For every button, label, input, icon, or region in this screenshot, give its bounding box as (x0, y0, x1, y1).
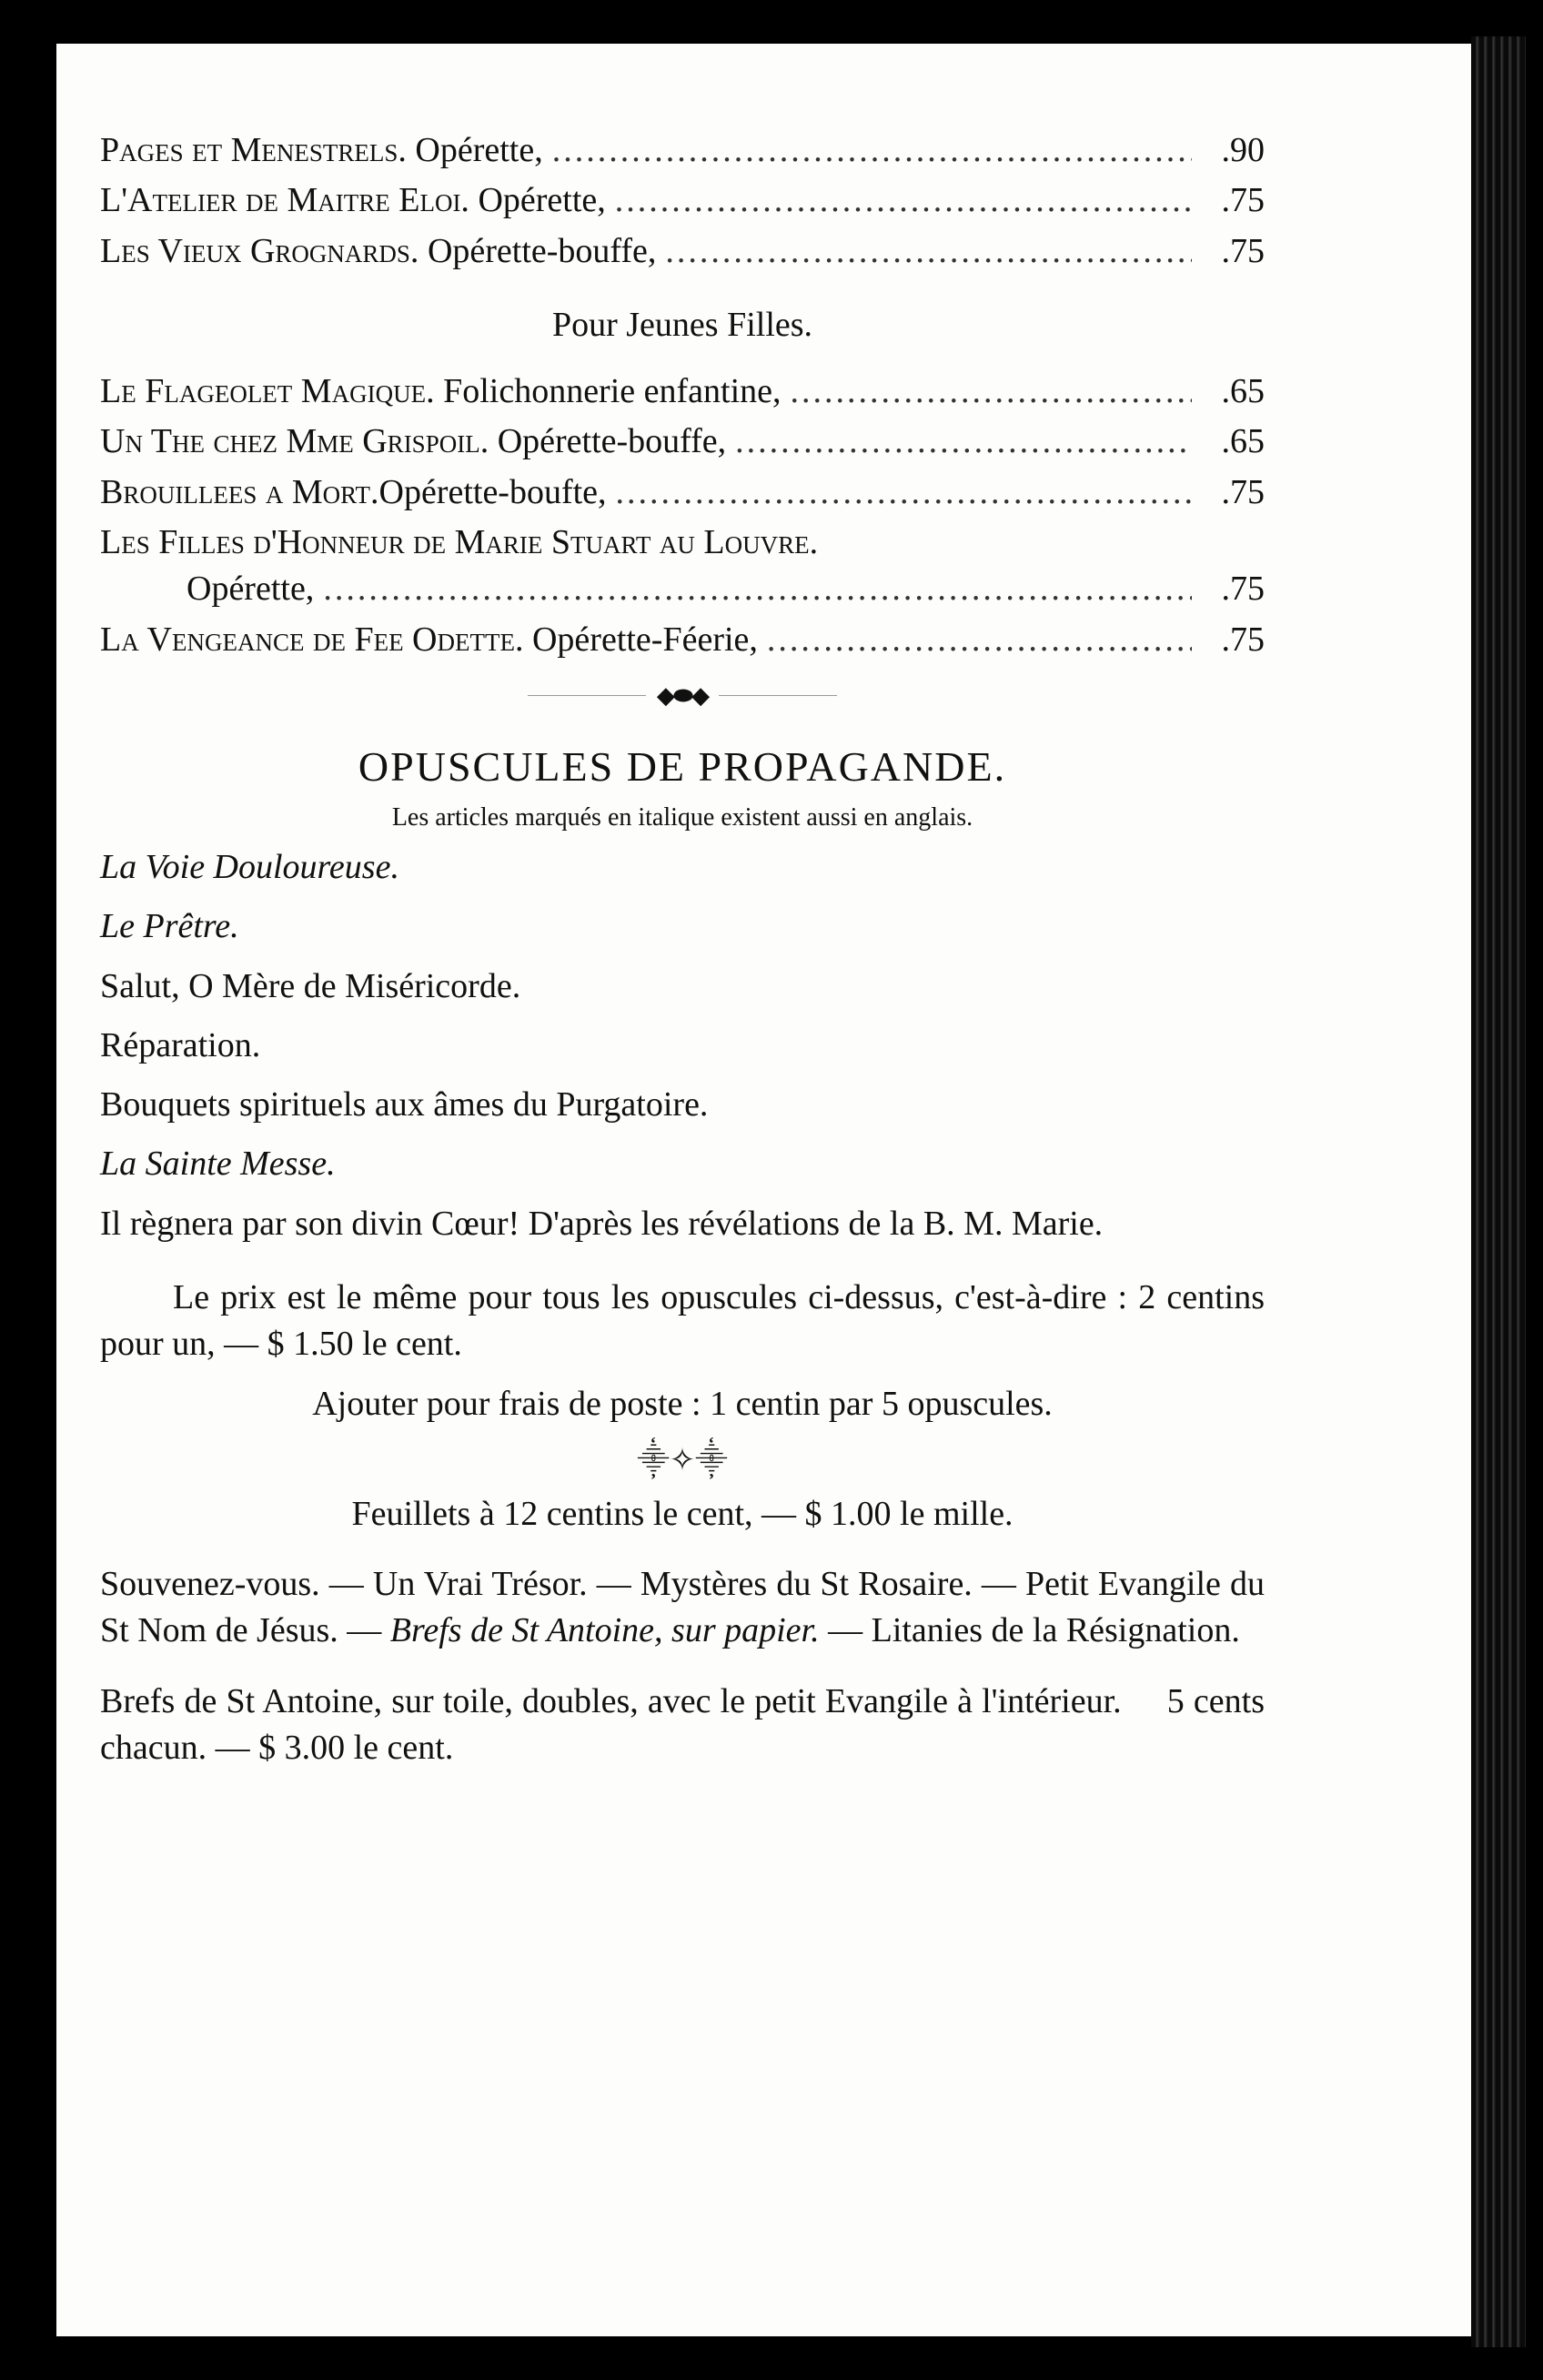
diamond-ornament-icon: ◆⬬◆ (656, 681, 709, 709)
operette-title-long: Les Filles d'Honneur de Marie Stuart au Louvre. (100, 523, 819, 562)
leader-dots (665, 228, 1192, 275)
leader-dots (552, 127, 1192, 174)
operette-title: Pages et Menestrels. (100, 131, 407, 169)
operette-genre: Opérette-boufte, (378, 472, 607, 511)
leader-dots (767, 617, 1192, 663)
operette-price: .75 (1221, 472, 1265, 511)
jeunes-filles-row-1 (100, 368, 1265, 415)
section-subheading: Pour Jeunes Filles. (551, 305, 813, 344)
operette-genre: Opérette, (187, 570, 315, 609)
jeunes-filles-row-3 (100, 469, 1265, 516)
leader-dots (616, 469, 1192, 516)
operette-title: La Vengeance de Fee Odette. (100, 620, 524, 659)
list-item: Le Prêtre. (100, 907, 239, 946)
operette-price: .75 (1221, 231, 1265, 270)
section-title: OPUSCULES DE PROPAGANDE. (358, 743, 1007, 791)
section-note: Les articles marqués en italique existent aussi en anglais. (391, 803, 973, 832)
feuillets-list-a: Souvenez-vous. — Un Vrai Trésor. — Mystères du St Rosaire. — Petit Evangile du St Nom de Jésus. — (100, 1565, 1265, 1650)
operette-price: .75 (1221, 181, 1265, 220)
feuillets-list-c: — Litanies de la Résignation. (828, 1611, 1240, 1650)
price-paragraph: Le prix est le même pour tous les opuscules ci-dessus, c'est-à-dire : 2 centins pour un, — $ 1.50 le cent. (100, 1278, 1265, 1364)
operette-genre: Opérette-Féerie, (531, 620, 758, 659)
operette-genre: Opérette-bouffe, (497, 422, 727, 461)
page-content (100, 127, 1265, 1771)
brefs-paragraph (100, 1679, 1265, 1772)
leader-dots (615, 177, 1192, 224)
leader-dots (791, 368, 1192, 415)
operette-price: .65 (1221, 422, 1265, 461)
operette-title: Le Flageolet Magique. (100, 372, 435, 411)
operette-title: Un The chez Mme Grispoil. (100, 422, 489, 461)
brefs-price: 5 cents chacun. — $ 3.00 le cent. (100, 1681, 1266, 1767)
operette-price: .90 (1221, 131, 1265, 169)
operette-genre: Opérette, (478, 181, 606, 220)
vengeance-row (100, 617, 1265, 663)
operette-genre: Opérette-bouffe, (427, 231, 657, 270)
operette-genre: Opérette, (415, 131, 543, 169)
list-item: Bouquets spirituels aux âmes du Purgatoire. (100, 1085, 709, 1124)
operette-row-1 (100, 127, 1265, 174)
book-edge (1471, 36, 1526, 2347)
operette-price: .75 (1221, 570, 1265, 609)
feuillets-heading: Feuillets à 12 centins le cent, — $ 1.00 le mille. (351, 1494, 1014, 1533)
jeunes-filles-row-2 (100, 419, 1265, 465)
list-item: La Sainte Messe. (100, 1145, 336, 1184)
operette-row-3 (100, 228, 1265, 275)
operette-genre: Folichonnerie enfantine, (443, 372, 782, 411)
flourish-ornament-icon: ⸎✧⸎ (637, 1443, 728, 1477)
feuillets-list-b: Brefs de St Antoine, sur papier. (389, 1611, 820, 1650)
postage-line: Ajouter pour frais de poste : 1 centin par 5 opuscules. (312, 1384, 1053, 1423)
filles-honneur-row (100, 566, 1265, 612)
list-item: Salut, O Mère de Miséricorde. (100, 966, 521, 1005)
list-item: Il règnera par son divin Cœur! D'après les révélations de la B. M. Marie. (100, 1204, 1104, 1243)
operette-title: Brouillees a Mort. (100, 472, 379, 511)
operette-row-2 (100, 177, 1265, 224)
leader-dots (735, 419, 1192, 465)
feuillets-list (100, 1561, 1265, 1655)
ornament-divider (100, 680, 1265, 711)
brefs-text: Brefs de St Antoine, sur toile, doubles, avec le petit Evangile à l'intérieur. (100, 1681, 1122, 1720)
list-item: Réparation. (100, 1025, 261, 1064)
operette-title: L'Atelier de Maitre Eloi. (100, 181, 469, 220)
list-item: La Voie Douloureuse. (100, 847, 399, 886)
leader-dots (323, 566, 1192, 612)
operette-price: .65 (1221, 372, 1265, 411)
operette-price: .75 (1221, 620, 1265, 659)
operette-title: Les Vieux Grognards. (100, 231, 419, 270)
